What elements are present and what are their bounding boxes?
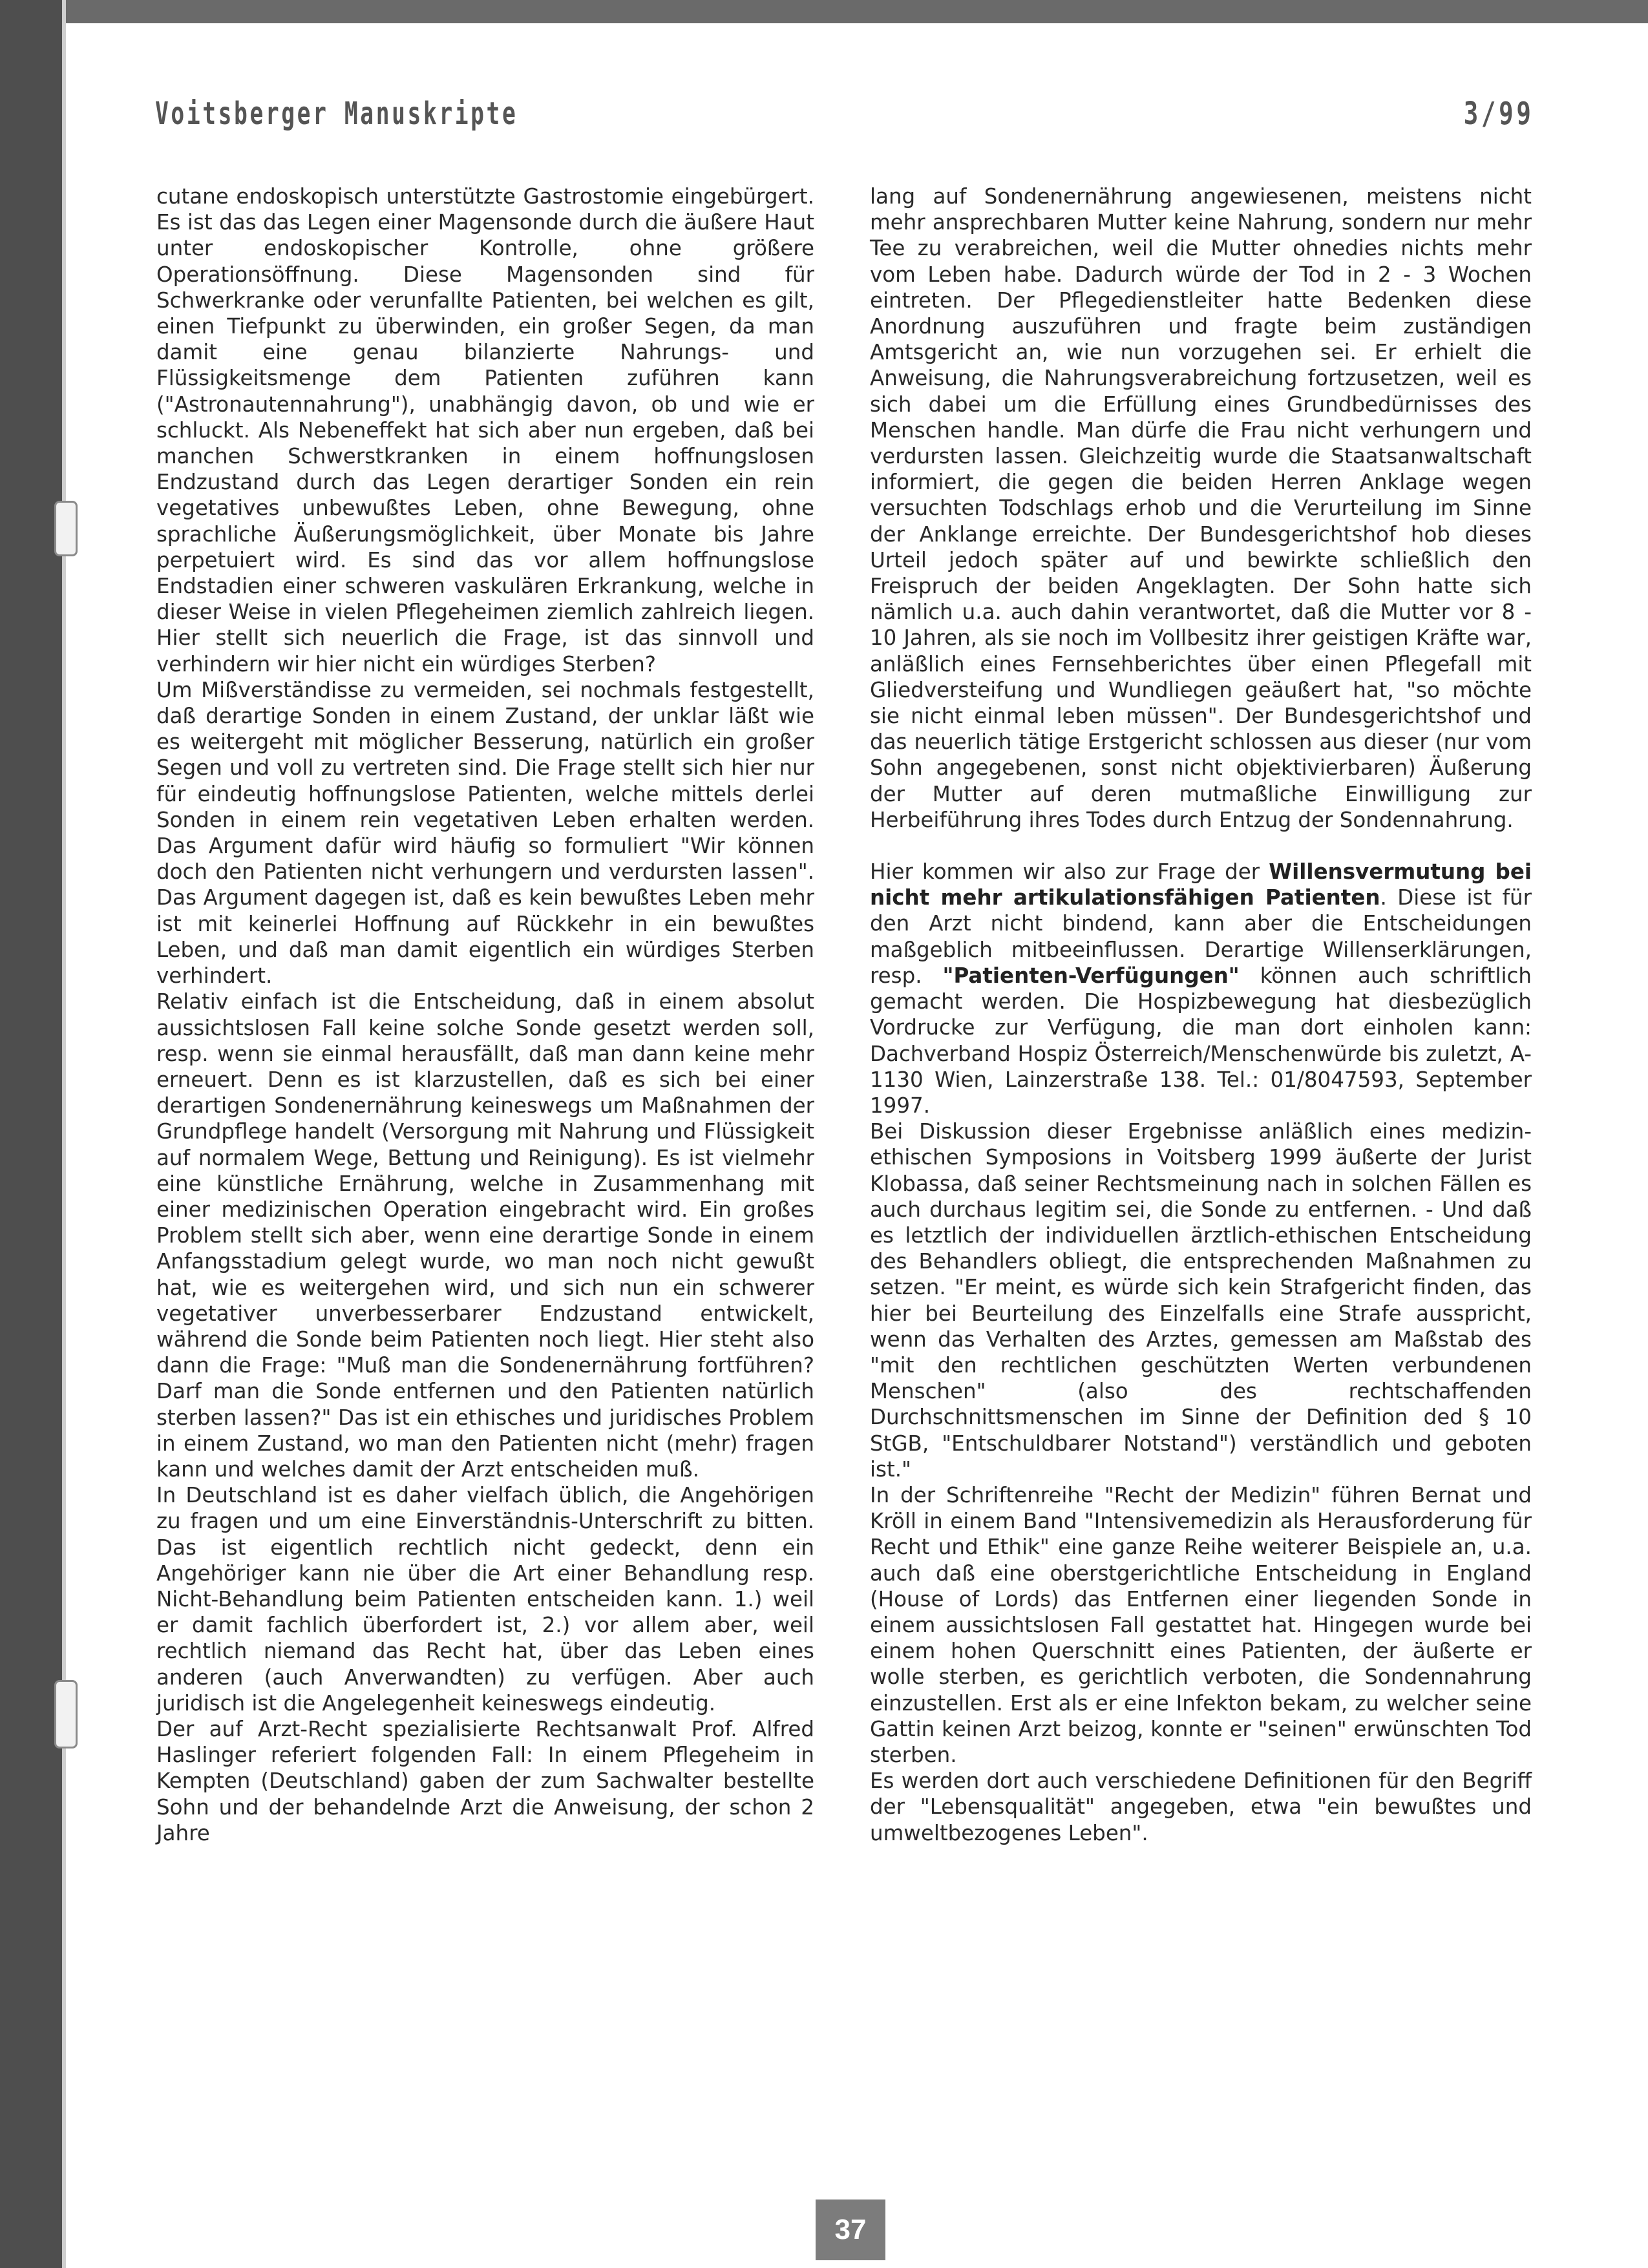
page-edge <box>62 0 66 2268</box>
binding-mark <box>54 1680 78 1748</box>
scan-border-left <box>0 0 62 2268</box>
paragraph: Relativ einfach ist die Entscheidung, daß in einem absolut aussichtslosen Fall keine solche Sonde gesetzt werden soll, resp. wenn sie einmal herausfällt, daß man dann keine mehr erneuert. Denn es ist klarzustellen, daß es sich bei einer derartigen Sondenernährung keineswegs um Maßnahmen der Grundpflege handelt (Versorgung mit Nahrung und Flüssigkeit auf normalem Wege, Bettung und Reinigung). Es ist vielmehr eine künstliche Ernährung, welche in Zusammenhang mit einer medizinischen Operation eingebracht wird. Ein großes Problem stellt sich aber, wenn eine derartige Sonde in einem Anfangsstadium gelegt wurde, wo man noch nicht gewußt hat, wie es weitergehen wird, und sich nun ein schwerer vegetativer unverbesserbarer Endzustand entwickelt, während die Sonde beim Patienten noch liegt. Hier steht also dann die Frage: "Muß man die Sondenernährung fortführen? Darf man die Sonde entfernen und den Patienten natürlich sterben lassen?" Das ist ein ethisches und juridisches Problem in einem Zustand, wo man den Patienten nicht (mehr) fragen kann und welches damit der Arzt entscheiden muß. <box>156 989 814 1482</box>
paragraph: cutane endoskopisch unterstützte Gastrostomie eingebürgert. Es ist das das Legen einer Magensonde durch die äußere Haut unter endoskopischer Kontrolle, ohne größere Operationsöffnung. Diese Magensonden sind für Schwerkranke oder verunfallte Patienten, bei welchen es gilt, einen Tiefpunkt zu überwinden, ein großer Segen, da man damit eine genau bilanzierte Nahrungs- und Flüssigkeitsmenge dem Patienten zuführen kann ("Astronautennahrung"), unabhängig davon, ob und wie er schluckt. Als Nebeneffekt hat sich aber nun ergeben, daß bei manchen Schwerstkranken in einem hoffnungslosen Endzustand durch das Legen derartiger Sonden ein rein vegetatives unbewußtes Leben, ohne Bewegung, ohne sprachliche Äußerungsmöglichkeit, über Monate bis Jahre perpetuiert wird. Es sind das vor allem hoffnungslose Endstadien einer schweren vaskulären Erkrankung, welche in dieser Weise in vielen Pflegeheimen ziemlich zahlreich liegen. Hier stellt sich neuerlich die Frage, ist das sinnvoll und verhindern wir hier nicht ein würdiges Sterben? <box>156 184 814 677</box>
text-run: können auch schriftlich gemacht werden. Die Hospizbewegung hat diesbezüglich Vordrucke zur Verfügung, die man dort einholen kann: Dachverband Hospiz Österreich/Menschenwürde bis zuletzt, A-1130 Wien, Lainzerstraße 138. Tel.: 01/8047593, September 1997. <box>870 963 1532 1118</box>
text-run: . Diese ist für den Arzt nicht bindend, kann aber die Entscheidungen maßgeblich mitbeeinflussen. Derartige Willenserklärungen, resp. <box>870 885 1532 988</box>
paragraph: In der Schriftenreihe "Recht der Medizin" führen Bernat und Kröll in einem Band "Intensivemedizin als Herausforderung für Recht und Ethik" eine ganze Reihe weiterer Beispiele an, u.a. auch daß eine oberstgerichtliche Entscheidung in England (House of Lords) das Entfernen einer liegenden Sonde in einem aussichtslosen Fall gestattet hat. Hingegen wurde bei einem hohen Querschnitt eines Patienten, der äußerte er wolle sterben, es gerichtlich verboten, die Sondennahrung einzustellen. Erst als er eine Infekton bekam, zu welcher seine Gattin keinen Arzt beizog, konnte er "seinen" erwünschten Tod sterben. <box>870 1482 1532 1767</box>
scan-border-top <box>0 0 1648 23</box>
text-run: Hier kommen wir also zur Frage der <box>870 859 1269 885</box>
issue-number: 3/99 <box>1464 96 1534 132</box>
binding-mark <box>54 501 78 556</box>
emphasis-willensvermutung: Willensvermutung bei nicht mehr artikulationsfähigen Patienten <box>870 859 1532 910</box>
publication-title: Voitsberger Manuskripte <box>155 96 518 132</box>
emphasis-patientenverfuegungen: "Patienten-Verfügungen" <box>942 963 1240 988</box>
left-column <box>156 184 814 1846</box>
right-column <box>870 184 1532 1846</box>
paragraph: Es werden dort auch verschiedene Definitionen für den Begriff der "Lebensqualität" angegeben, etwa "ein bewußtes und umweltbezogenes Leben". <box>870 1769 1532 1845</box>
page-number: 37 <box>816 2200 885 2260</box>
paragraph: In Deutschland ist es daher vielfach üblich, die Angehörigen zu fragen und um eine Einverständnis-Unterschrift zu bitten. Das ist eigentlich rechtlich nicht gedeckt, denn ein Angehöriger kann nie über die Art einer Behandlung resp. Nicht-Behandlung beim Patienten entscheiden kann. 1.) weil er damit fachlich überfordert ist, 2.) vor allem aber, weil rechtlich niemand das Recht hat, über das Leben eines anderen (auch Anverwandten) zu verfügen. Aber auch juridisch ist die Angelegenheit keineswegs eindeutig. <box>156 1483 814 1716</box>
paragraph: Der auf Arzt-Recht spezialisierte Rechtsanwalt Prof. Alfred Haslinger referiert folgenden Fall: In einem Pflegeheim in Kempten (Deutschland) gaben der zum Sachwalter bestellte Sohn und der behandelnde Arzt die Anweisung, der schon 2 Jahre <box>156 1716 814 1845</box>
paragraph: Um Mißverständisse zu vermeiden, sei nochmals festgestellt, daß derartige Sonden in einem Zustand, der unklar läßt wie es weitergeht mit möglicher Besserung, natürlich ein großer Segen und voll zu vertreten sind. Die Frage stellt sich hier nur für eindeutig hoffnungslose Patienten, welche mittels derlei Sonden in einem rein vegetativen Leben erhalten werden. Das Argument dafür wird häufig so formuliert "Wir können doch den Patienten nicht verhungern und verdursten lassen". Das Argument dagegen ist, daß es kein bewußtes Leben mehr ist mit keinerlei Hoffnung auf Rückkehr in ein bewußtes Leben, und daß man damit eigentlich ein würdiges Sterben verhindert. <box>156 677 814 989</box>
paragraph: lang auf Sondenernährung angewiesenen, meistens nicht mehr ansprechbaren Mutter keine Nahrung, sondern nur mehr Tee zu verabreichen, weil die Mutter ohnedies nichts mehr vom Leben habe. Dadurch würde der Tod in 2 - 3 Wochen eintreten. Der Pflegedienstleiter hatte Bedenken diese Anordnung auszuführen und fragte beim zuständigen Amtsgericht an, wie nun vorzugehen sei. Er erhielt die Anweisung, die Nahrungsverabreichung fortzusetzen, weil es sich dabei um die Erfüllung eines Grundbedürnisses des Menschen handle. Man dürfe die Frau nicht verhungern und verdursten lassen. Gleichzeitig wurde die Staatsanwaltschaft informiert, die gegen die beiden Herren Anklage wegen versuchten Todschlags erhob und die Verurteilung im Sinne der Anklange erreichte. Der Bundesgerichtshof hob dieses Urteil jedoch später auf und bewirkte schließlich den Freispruch der beiden Angeklagten. Der Sohn hatte sich nämlich u.a. auch dahin verantwortet, daß die Mutter vor 8 - 10 Jahren, als sie noch im Vollbesitz ihrer geistigen Kräfte war, anläßlich eines Fernsehberichtes über einen Pflegefall mit Gliedversteifung und Wundliegen geäußert hat, "so möchte sie nicht einmal leben müssen". Der Bundesgerichtshof und das neuerlich tätige Erstgericht schlossen aus dieser (nur vom Sohn angegebenen, sonst nicht objektivierbaren) Äußerung der Mutter auf deren mutmaßliche Einwilligung zur Herbeiführung ihres Todes durch Entzug der Sondennahrung. <box>870 184 1532 832</box>
paragraph: Bei Diskussion dieser Ergebnisse anläßlich eines medizin-ethischen Symposions in Voitsberg 1999 äußerte der Jurist Klobassa, daß seiner Rechtsmeinung nach in solchen Fällen es auch durchaus legitim sei, die Sonde zu entfernen. - Und daß es letztlich der individuellen ärztlich-ethischen Entscheidung des Behandlers obliegt, die entsprechenden Maßnahmen zu setzen. "Er meint, es würde sich kein Strafgericht finden, das hier bei Beurteilung des Einzelfalls eine Strafe ausspricht, wenn das Verhalten des Arztes, gemessen am Maßstab des "mit den rechtlichen geschützten Werten verbundenen Menschen" (also des rechtschaffenden Durchschnittsmenschen im Sinne der Definition ded § 10 StGB, "Entschuldbarer Notstand") verständlich und geboten ist." <box>870 1119 1532 1482</box>
paragraph-willensvermutung <box>870 859 1532 1118</box>
